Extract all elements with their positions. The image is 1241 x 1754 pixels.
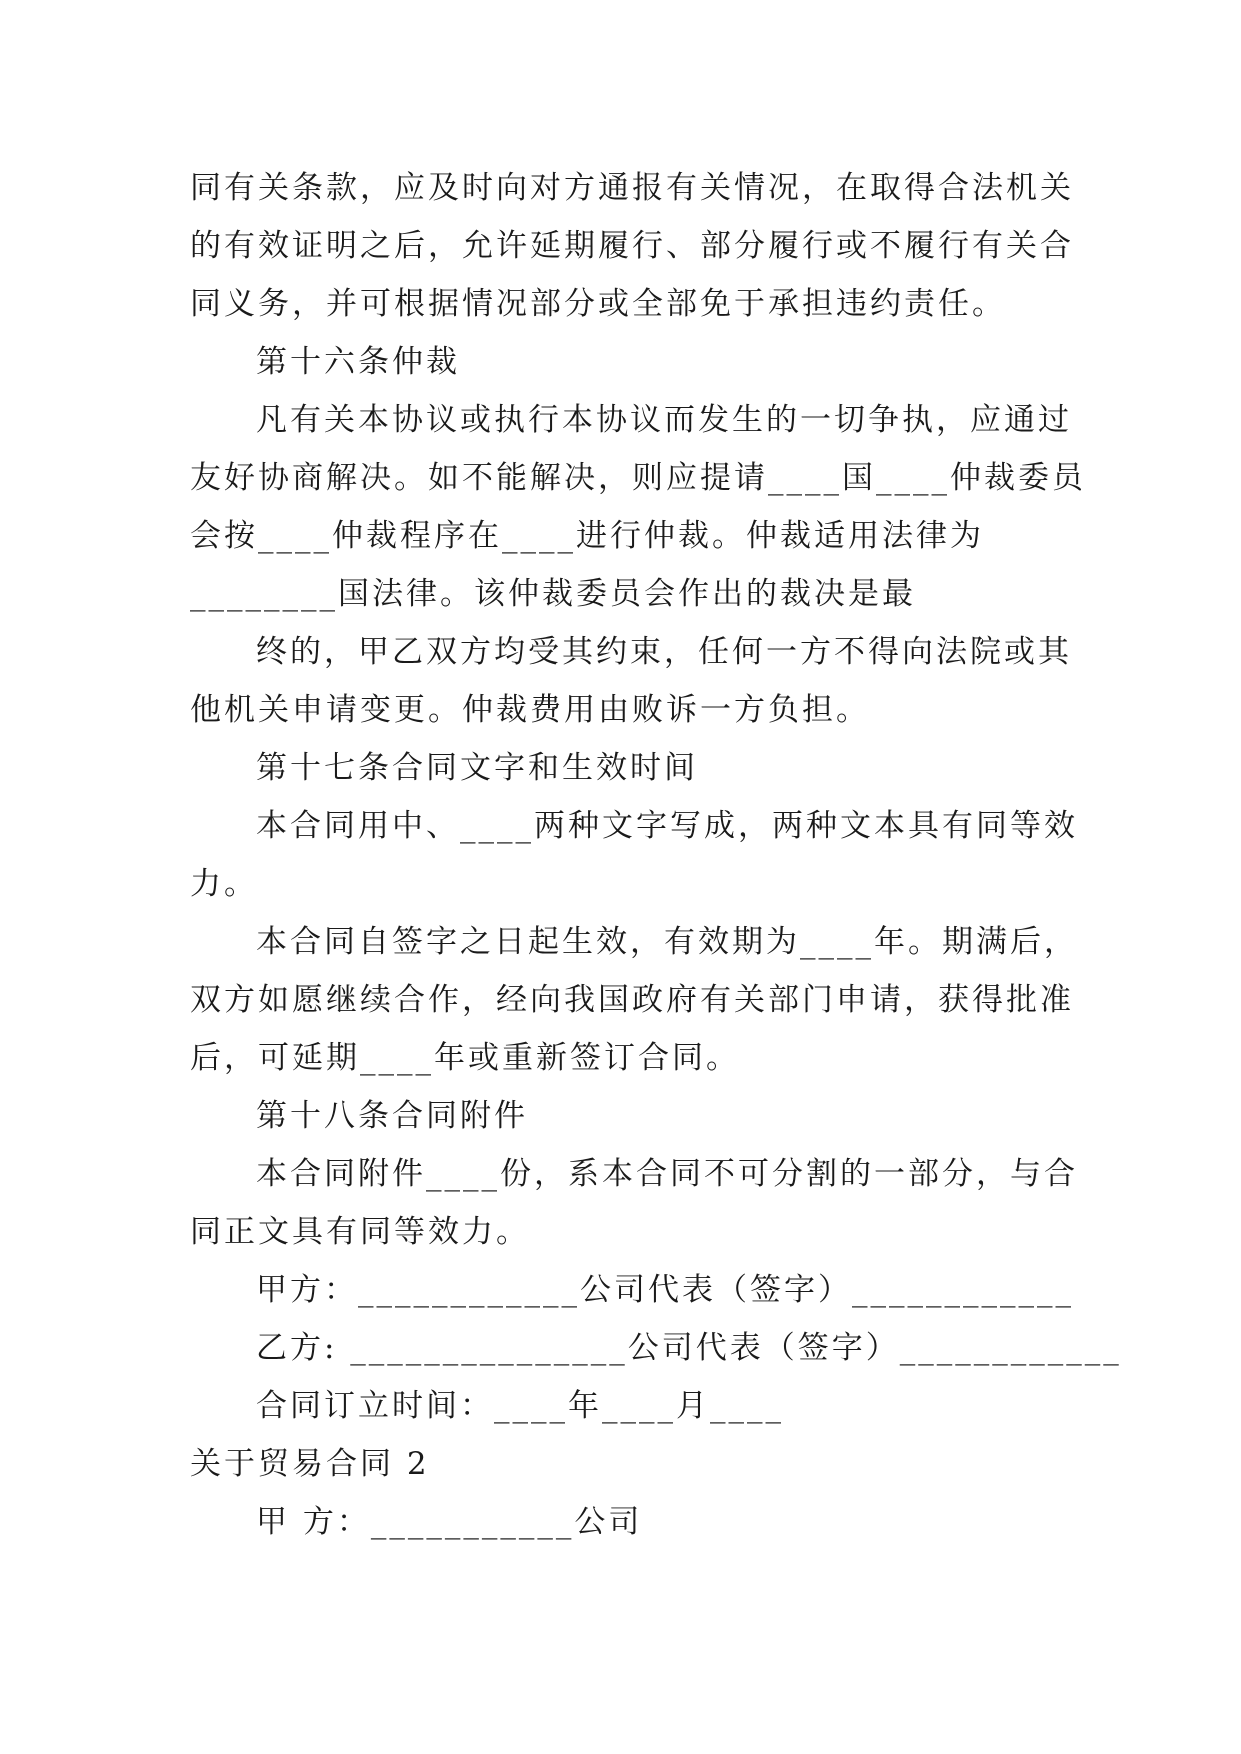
contract-date-line: 合同订立时间：____年____月____ bbox=[256, 1388, 784, 1424]
text-line: ________国法律。该仲裁委员会作出的裁决是最 bbox=[190, 576, 916, 612]
text-line: 力。 bbox=[190, 866, 258, 902]
party-b-signature-line: 乙方: _______________公司代表（签字）____________ bbox=[256, 1330, 1122, 1366]
section-heading: 第十七条合同文字和生效时间 bbox=[256, 750, 698, 786]
text-line: 同义务，并可根据情况部分或全部免于承担违约责任。 bbox=[190, 286, 1006, 322]
text-line: 他机关申请变更。仲裁费用由败诉一方负担。 bbox=[190, 692, 870, 728]
text-line: 凡有关本协议或执行本协议而发生的一切争执，应通过 bbox=[256, 402, 1072, 438]
document-title: 关于贸易合同 2 bbox=[190, 1446, 430, 1482]
section-heading: 第十六条仲裁 bbox=[256, 344, 460, 380]
text-line: 友好协商解决。如不能解决，则应提请____国____仲裁委员 bbox=[190, 460, 1086, 496]
party-a-signature-line: 甲方：____________公司代表（签字）____________ bbox=[256, 1272, 1074, 1308]
text-line: 本合同自签字之日起生效，有效期为____年。期满后， bbox=[256, 924, 1078, 960]
text-line: 同正文具有同等效力。 bbox=[190, 1214, 530, 1250]
text-line: 本合同附件____份，系本合同不可分割的一部分，与合 bbox=[256, 1156, 1078, 1192]
text-line: 后，可延期____年或重新签订合同。 bbox=[190, 1040, 740, 1076]
text-line: 的有效证明之后，允许延期履行、部分履行或不履行有关合 bbox=[190, 228, 1074, 264]
section-heading: 第十八条合同附件 bbox=[256, 1098, 528, 1134]
party-a-line: 甲 方：___________公司 bbox=[256, 1504, 643, 1540]
text-line: 会按____仲裁程序在____进行仲裁。仲裁适用法律为 bbox=[190, 518, 984, 554]
text-line: 双方如愿继续合作，经向我国政府有关部门申请，获得批准 bbox=[190, 982, 1074, 1018]
text-line: 本合同用中、____两种文字写成，两种文本具有同等效 bbox=[256, 808, 1078, 844]
text-line: 终的，甲乙双方均受其约束，任何一方不得向法院或其 bbox=[256, 634, 1072, 670]
text-line: 同有关条款，应及时向对方通报有关情况，在取得合法机关 bbox=[190, 170, 1074, 206]
